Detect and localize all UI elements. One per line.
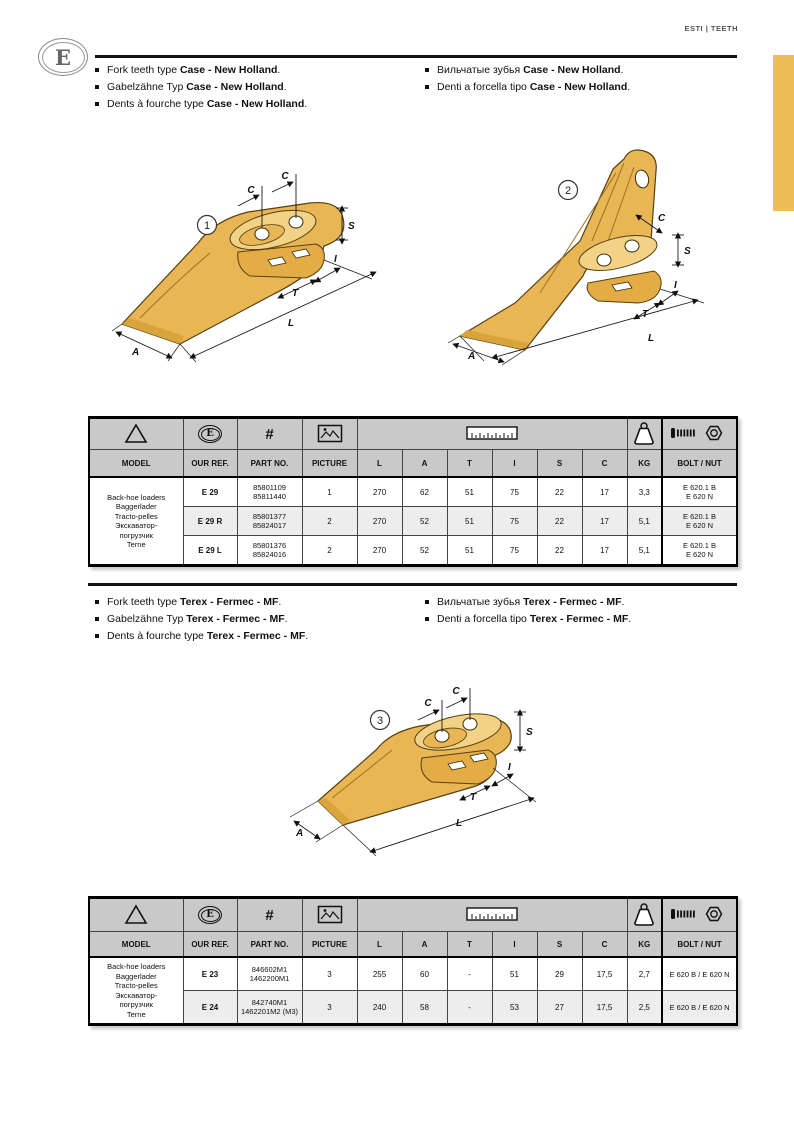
kg-icon-cell [627, 418, 662, 450]
col-header-model: MODEL [89, 450, 183, 478]
cell-picture: 3 [302, 991, 357, 1025]
col-header-picture: PICTURE [302, 450, 357, 478]
col-header-t: T [447, 932, 492, 958]
bolt-nut-icon [668, 905, 732, 923]
dim-label-a: A [296, 828, 304, 839]
cell-bolt-nut: E 620.1 B E 620 N [662, 477, 737, 507]
dim-label-c: C [658, 213, 666, 224]
dim-label-t: T [470, 792, 477, 803]
cell-c: 17,5 [582, 991, 627, 1025]
col-header-a: A [402, 932, 447, 958]
cell-picture: 3 [302, 957, 357, 991]
col-header-picture: PICTURE [302, 932, 357, 958]
section-divider-rule [88, 583, 737, 586]
col-header-l: L [357, 932, 402, 958]
fork-tooth-drawing-3 [280, 668, 590, 868]
ruler-icon-cell [357, 418, 627, 450]
cell-our-ref: E 29 L [183, 536, 237, 566]
table-case-new-holland [88, 416, 738, 567]
brand-e-logo [38, 38, 88, 76]
bolt-nut-icon [668, 424, 732, 442]
cell-t: - [447, 957, 492, 991]
bullet-square-icon [95, 617, 99, 621]
col-header-bolt-nut: BOLT / NUT [662, 450, 737, 478]
picture-icon-cell [302, 418, 357, 450]
cell-i: 75 [492, 477, 537, 507]
dim-label-s: S [684, 246, 691, 257]
cell-kg: 3,3 [627, 477, 662, 507]
cell-kg: 5,1 [627, 507, 662, 536]
cell-i: 53 [492, 991, 537, 1025]
col-header-our-ref: OUR REF. [183, 450, 237, 478]
cell-l: 270 [357, 507, 402, 536]
dim-label-a: A [132, 347, 140, 358]
section1-bullets-left [95, 64, 415, 115]
col-header-kg: KG [627, 932, 662, 958]
hash-icon: # [265, 906, 274, 924]
picture-icon-cell [302, 898, 357, 932]
picture-icon [317, 905, 343, 924]
cell-our-ref: E 23 [183, 957, 237, 991]
section1-bullets-right [425, 64, 745, 98]
dim-label-i: I [674, 280, 677, 291]
col-header-s: S [537, 932, 582, 958]
col-header-part-no: PART NO. [237, 932, 302, 958]
kg-icon-cell [627, 898, 662, 932]
table-terex-fermec-mf [88, 896, 738, 1026]
bullet-square-icon [95, 634, 99, 638]
drawing-number: 2 [564, 185, 572, 197]
section2-bullets-left [95, 596, 415, 647]
cell-l: 255 [357, 957, 402, 991]
bullet-item: Denti a forcella tipo Terex - Fermec - MF. [425, 613, 745, 626]
text-header-row [89, 932, 737, 958]
cell-a: 60 [402, 957, 447, 991]
cell-t: 51 [447, 507, 492, 536]
part-no-icon-cell [237, 418, 302, 450]
cell-model: Back-hoe loaders Baggerlader Tracto-pelles Экскаватор- погрузчик Terne [89, 477, 183, 566]
fork-tooth-drawing-2 [420, 143, 730, 378]
cell-i: 75 [492, 507, 537, 536]
cell-s: 29 [537, 957, 582, 991]
brand-e-icon: E [198, 425, 222, 443]
cell-c: 17 [582, 477, 627, 507]
cell-l: 240 [357, 991, 402, 1025]
dim-label-c1: C [424, 698, 432, 709]
cell-bolt-nut: E 620 B / E 620 N [662, 957, 737, 991]
col-header-c: C [582, 450, 627, 478]
part-no-icon-cell [237, 898, 302, 932]
ruler-icon-cell [357, 898, 627, 932]
col-header-t: T [447, 450, 492, 478]
cell-our-ref: E 29 R [183, 507, 237, 536]
section2-bullets-right [425, 596, 745, 630]
col-header-l: L [357, 450, 402, 478]
bullet-square-icon [95, 600, 99, 604]
bullet-item: Fork teeth type Case - New Holland. [95, 64, 415, 77]
ruler-icon [466, 907, 518, 921]
cell-bolt-nut: E 620.1 B E 620 N [662, 536, 737, 566]
cell-i: 51 [492, 957, 537, 991]
weight-icon [631, 421, 657, 446]
col-header-our-ref: OUR REF. [183, 932, 237, 958]
cell-t: - [447, 991, 492, 1025]
bolt-nut-icon-cell [662, 418, 737, 450]
cell-picture: 2 [302, 536, 357, 566]
triangle-icon [124, 904, 148, 925]
our-ref-icon-cell [183, 418, 237, 450]
cell-model: Back-hoe loaders Baggerlader Tracto-pelles Экскаватор- погрузчик Terne [89, 957, 183, 1025]
bullet-item: Dents à fourche type Terex - Fermec - MF. [95, 630, 415, 643]
cell-a: 52 [402, 536, 447, 566]
bullet-item: Gabelzähne Typ Terex - Fermec - MF. [95, 613, 415, 626]
hash-icon: # [265, 425, 274, 443]
section-index-tab [773, 55, 794, 211]
dim-label-c2: C [281, 171, 289, 182]
dim-label-s: S [348, 221, 355, 232]
cell-part-no: 85801377 85824017 [237, 507, 302, 536]
col-header-a: A [402, 450, 447, 478]
cell-l: 270 [357, 536, 402, 566]
cell-c: 17 [582, 536, 627, 566]
text-header-row [89, 450, 737, 478]
table-row-e24 [89, 991, 737, 1025]
cell-kg: 2,7 [627, 957, 662, 991]
col-header-s: S [537, 450, 582, 478]
table-row-e29 [89, 477, 737, 507]
cell-bolt-nut: E 620.1 B E 620 N [662, 507, 737, 536]
col-header-model: MODEL [89, 932, 183, 958]
bullet-item: Gabelzähne Typ Case - New Holland. [95, 81, 415, 94]
cell-part-no: 85801376 85824016 [237, 536, 302, 566]
cell-c: 17,5 [582, 957, 627, 991]
fork-tooth-drawing-1 [110, 148, 400, 363]
cell-l: 270 [357, 477, 402, 507]
cell-our-ref: E 29 [183, 477, 237, 507]
bullet-square-icon [95, 85, 99, 89]
cell-our-ref: E 24 [183, 991, 237, 1025]
cell-c: 17 [582, 507, 627, 536]
cell-part-no: 846602M1 1462200M1 [237, 957, 302, 991]
weight-icon [631, 902, 657, 927]
cell-a: 58 [402, 991, 447, 1025]
dim-label-l: L [288, 318, 295, 329]
bolt-nut-icon-cell [662, 898, 737, 932]
icon-header-row [89, 418, 737, 450]
dim-label-t: T [292, 288, 299, 299]
brand-e-icon: E [198, 906, 222, 924]
bullet-square-icon [425, 68, 429, 72]
page-code: ESTI | TEETH [684, 24, 738, 33]
cell-s: 22 [537, 507, 582, 536]
cell-a: 62 [402, 477, 447, 507]
cell-kg: 5,1 [627, 536, 662, 566]
bullet-item: Вильчатые зубья Case - New Holland. [425, 64, 745, 77]
header-rule [95, 55, 737, 58]
dim-label-i: I [508, 762, 511, 773]
drawing-number: 3 [376, 715, 384, 727]
cell-i: 75 [492, 536, 537, 566]
cell-s: 27 [537, 991, 582, 1025]
col-header-c: C [582, 932, 627, 958]
table-row-e29r [89, 507, 737, 536]
table-row-e23 [89, 957, 737, 991]
cell-s: 22 [537, 536, 582, 566]
bullet-item: Вильчатые зубья Terex - Fermec - MF. [425, 596, 745, 609]
brand-letter: E [54, 44, 71, 70]
table-row-e29l [89, 536, 737, 566]
cell-part-no: 85801109 85811440 [237, 477, 302, 507]
dim-label-a: A [468, 351, 476, 362]
triangle-icon [124, 423, 148, 444]
icon-header-row [89, 898, 737, 932]
dim-label-s: S [526, 727, 533, 738]
model-icon-cell [89, 418, 183, 450]
cell-bolt-nut: E 620 B / E 620 N [662, 991, 737, 1025]
dim-label-c2: C [452, 686, 460, 697]
dim-label-l: L [456, 818, 463, 829]
dim-label-t: T [642, 309, 649, 320]
model-icon-cell [89, 898, 183, 932]
bullet-item: Fork teeth type Terex - Fermec - MF. [95, 596, 415, 609]
ruler-icon [466, 426, 518, 440]
bullet-square-icon [425, 85, 429, 89]
col-header-part-no: PART NO. [237, 450, 302, 478]
cell-picture: 2 [302, 507, 357, 536]
bullet-square-icon [425, 617, 429, 621]
bullet-square-icon [95, 68, 99, 72]
drawing-number: 1 [203, 220, 211, 232]
cell-a: 52 [402, 507, 447, 536]
dim-label-l: L [648, 333, 655, 344]
col-header-bolt-nut: BOLT / NUT [662, 932, 737, 958]
cell-kg: 2,5 [627, 991, 662, 1025]
bullet-square-icon [95, 102, 99, 106]
dim-label-c1: C [247, 185, 255, 196]
bullet-item: Denti a forcella tipo Case - New Holland. [425, 81, 745, 94]
col-header-i: I [492, 450, 537, 478]
col-header-kg: KG [627, 450, 662, 478]
cell-picture: 1 [302, 477, 357, 507]
cell-part-no: 842740M1 1462201M2 (M3) [237, 991, 302, 1025]
bullet-item: Dents à fourche type Case - New Holland. [95, 98, 415, 111]
cell-t: 51 [447, 536, 492, 566]
cell-s: 22 [537, 477, 582, 507]
bullet-square-icon [425, 600, 429, 604]
picture-icon [317, 424, 343, 443]
dim-label-i: I [334, 254, 337, 265]
our-ref-icon-cell [183, 898, 237, 932]
cell-t: 51 [447, 477, 492, 507]
col-header-i: I [492, 932, 537, 958]
